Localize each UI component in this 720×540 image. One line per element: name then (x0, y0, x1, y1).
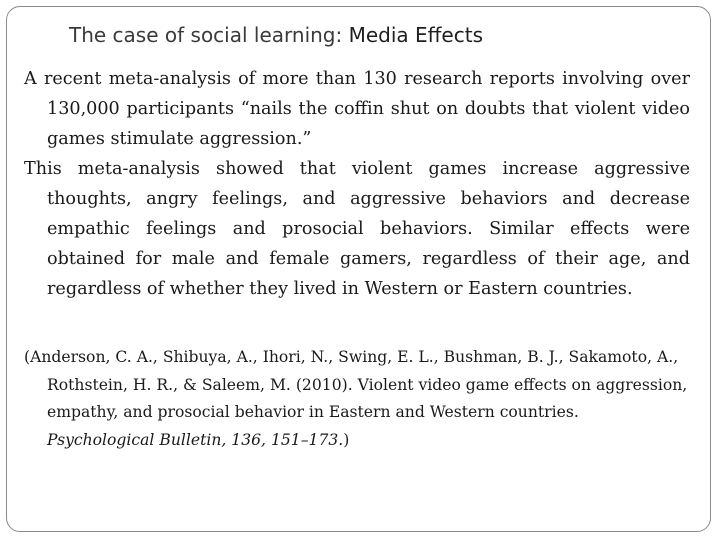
citation (24, 344, 690, 454)
paragraph-meta-analysis-findings: This meta-analysis showed that violent games increase aggressive thoughts, angry feelings, and aggressive behaviors and decrease empathic feelings and prosocial behaviors. Similar effects were obtained for male and female gamers, regardless of their age, and regardless of whether they lived in Western or Eastern countries. (24, 159, 690, 299)
citation-journal: Psychological Bulletin, 136, 151–173. (47, 430, 344, 449)
citation-closing: ) (343, 430, 350, 449)
title-prefix: The case of social learning: (69, 23, 343, 47)
slide-title (69, 23, 483, 47)
paragraph-meta-analysis-intro: A recent meta-analysis of more than 130 research reports involving over 130,000 participants “nails the coffin shut on doubts that violent video games stimulate aggression.” (24, 69, 690, 149)
citation-reference: (Anderson, C. A., Shibuya, A., Ihori, N., Swing, E. L., Bushman, B. J., Sakamoto, A., Rothstein, H. R., & Saleem, M. (2010). Violent video game effects on aggression, empathy, and prosocial behavior in Eastern and Western countries. (24, 348, 688, 421)
title-emphasis: Media Effects (348, 23, 483, 47)
slide-body (24, 64, 690, 304)
